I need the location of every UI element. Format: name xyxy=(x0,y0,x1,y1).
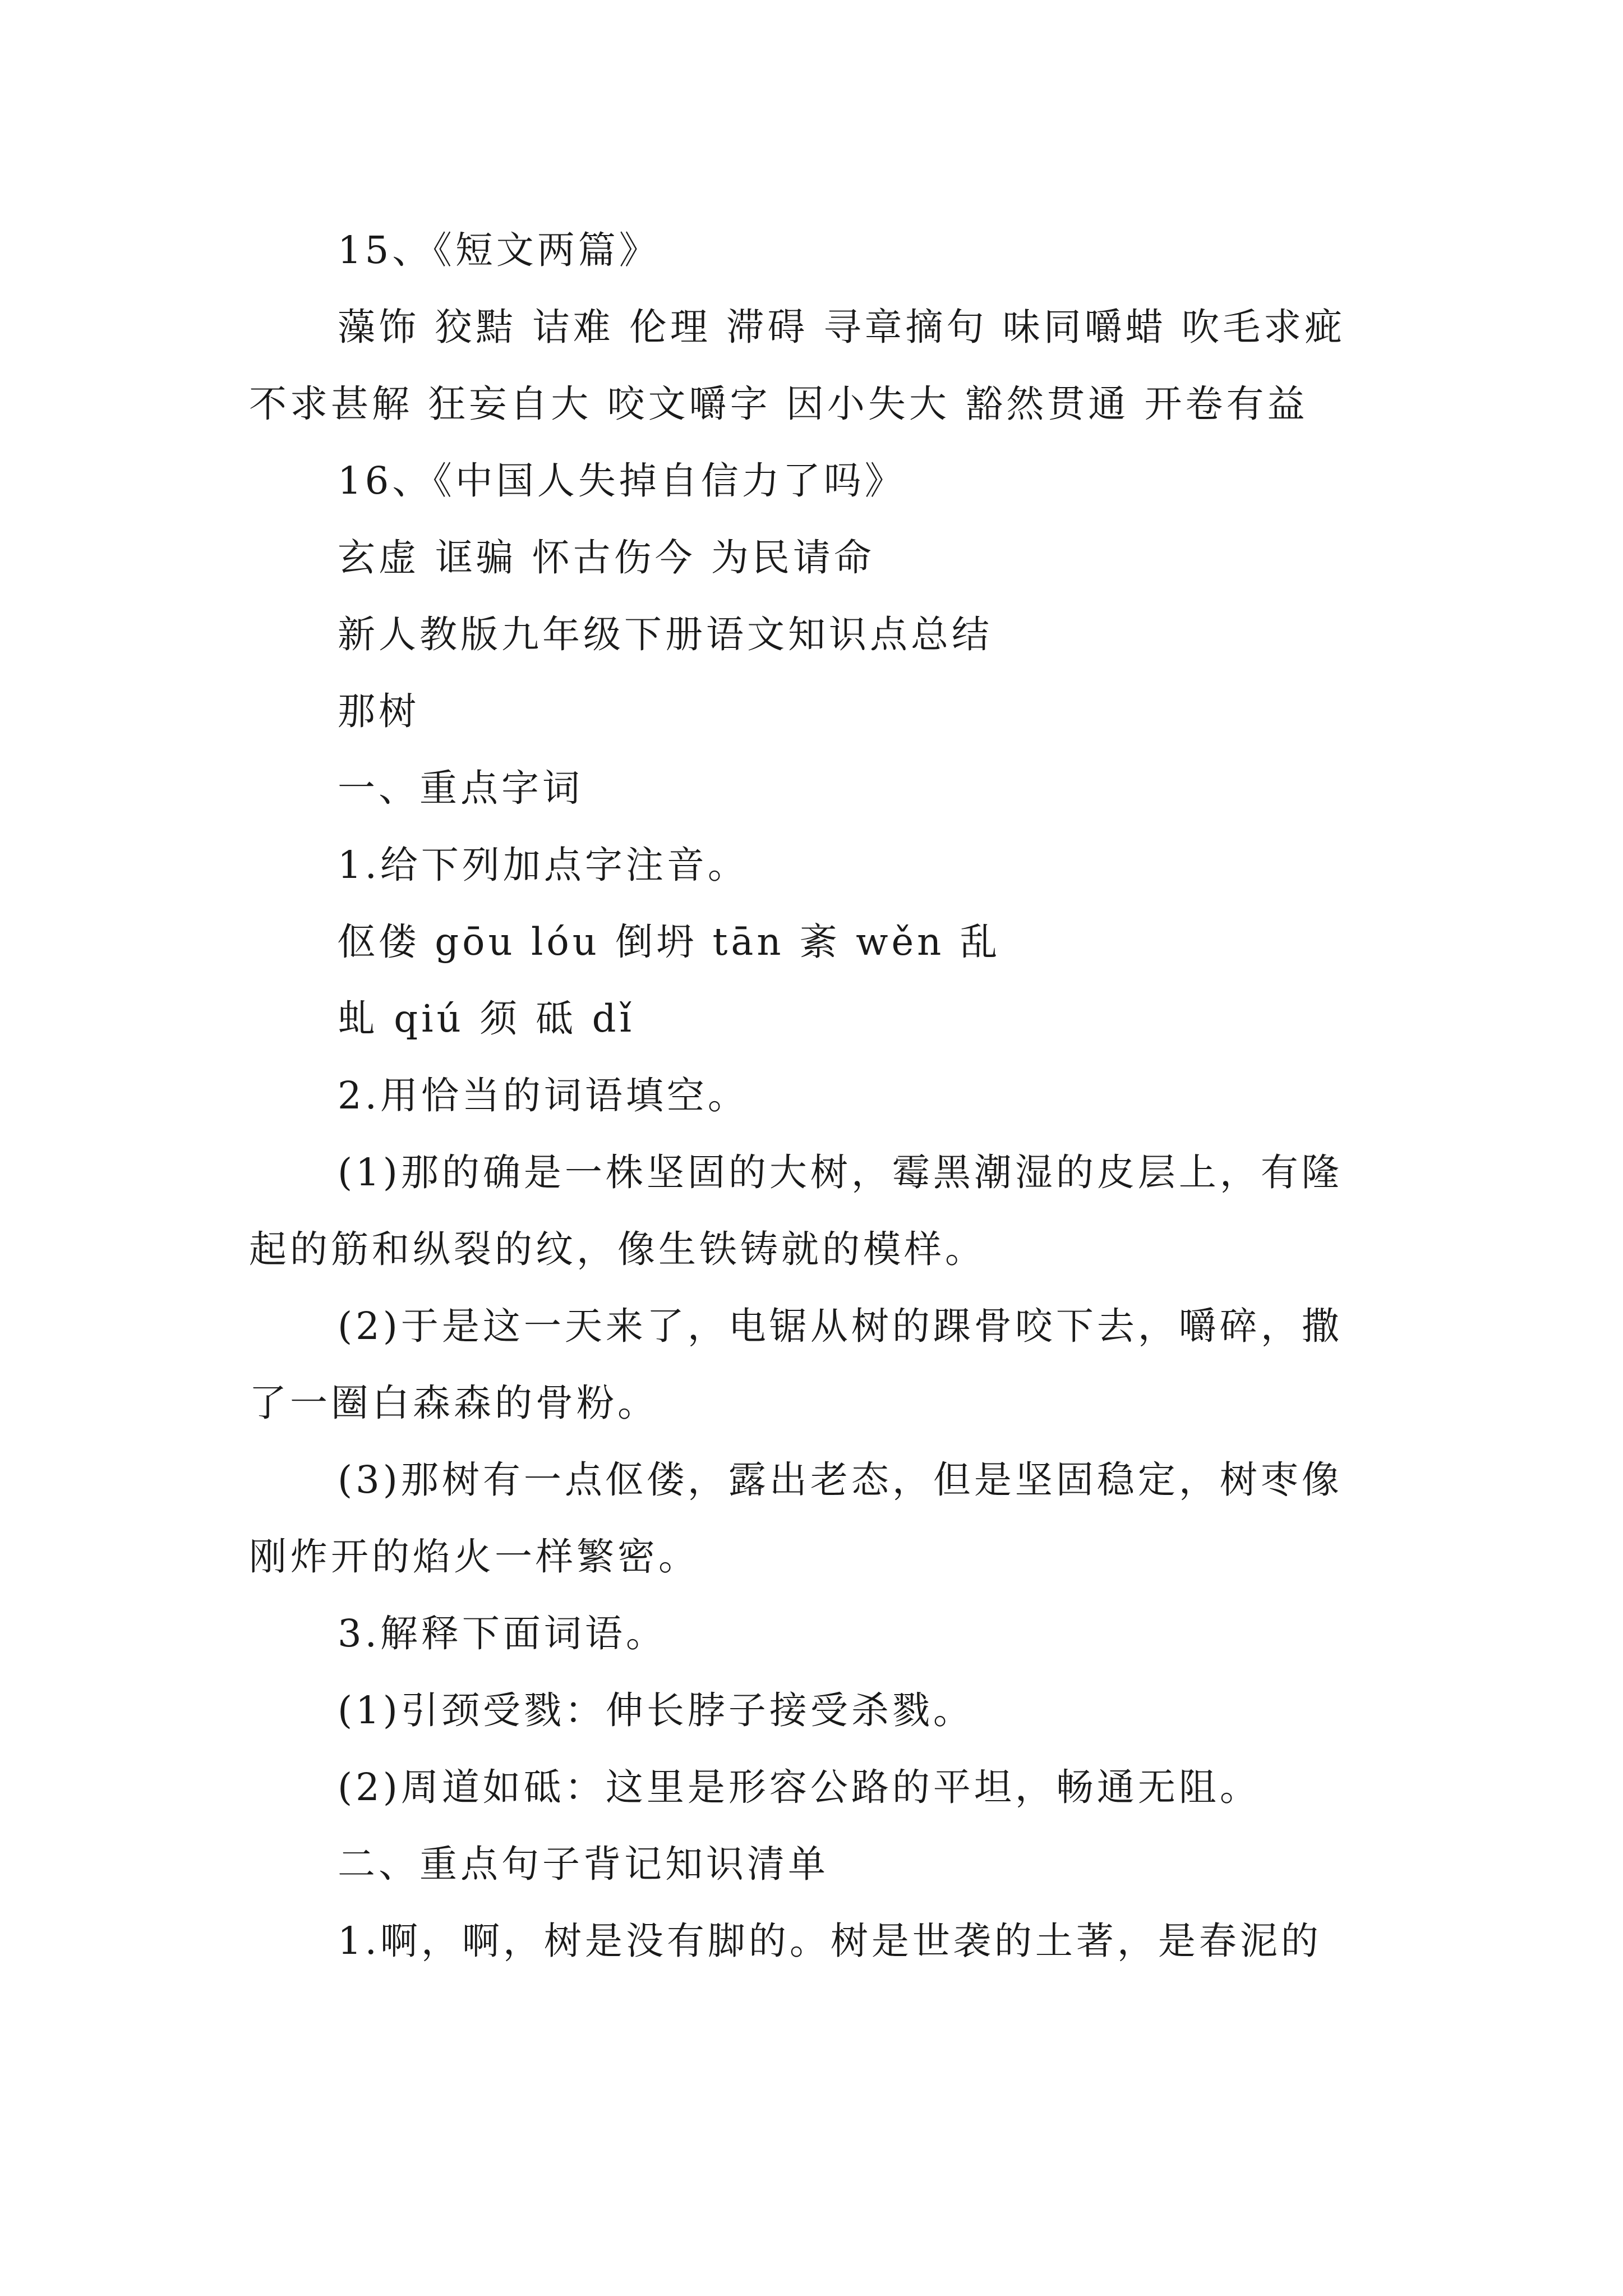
key-sentence-1: 1.啊，啊，树是没有脚的。树是世袭的土著，是春泥的 xyxy=(338,1919,1322,1963)
pinyin-line-1: 伛偻 gōu lóu 倒坍 tān 紊 wěn 乱 xyxy=(338,920,1001,964)
exercise-2-item-1: (1)那的确是一株坚固的大树，霉黑潮湿的皮层上，有隆起的筋和纵裂的纹，像生铁铸就的模样。 xyxy=(249,1151,1343,1271)
exercise-1-heading: 1.给下列加点字注音。 xyxy=(338,843,749,887)
vocabulary-list-16: 玄虚 诓骗 怀古伤今 为民请命 xyxy=(338,536,875,579)
exercise-2-heading: 2.用恰当的词语填空。 xyxy=(338,1074,749,1117)
section-heading-16: 16、《中国人失掉自信力了吗》 xyxy=(338,459,906,503)
exercise-2-item-3: (3)那树有一点伛偻，露出老态，但是坚固稳定，树枣像刚炸开的焰火一样繁密。 xyxy=(249,1458,1343,1579)
lesson-title: 那树 xyxy=(338,689,419,733)
exercise-2-item-2: (2)于是这一天来了，电锯从树的踝骨咬下去，嚼碎，撒了一圈白森森的骨粉。 xyxy=(249,1304,1343,1425)
document-body xyxy=(249,212,1376,1980)
subsection-heading-key-words: 一、重点字词 xyxy=(338,766,583,810)
document-title: 新人教版九年级下册语文知识点总结 xyxy=(338,613,993,656)
exercise-3-item-2: (2)周道如砥：这里是形容公路的平坦，畅通无阻。 xyxy=(338,1765,1261,1809)
section-heading-15: 15、《短文两篇》 xyxy=(338,228,660,272)
vocabulary-list-15: 藻饰 狡黠 诘难 伦理 滞碍 寻章摘句 味同嚼蜡 吹毛求疵 不求甚解 狂妄自大 咬文嚼字 因小失大 豁然贯通 开卷有益 xyxy=(249,305,1346,426)
pinyin-line-2: 虬 qiú 须 砥 dǐ xyxy=(338,997,635,1041)
exercise-3-heading: 3.解释下面词语。 xyxy=(338,1612,667,1655)
exercise-3-item-1: (1)引颈受戮：伸长脖子接受杀戮。 xyxy=(338,1688,974,1732)
subsection-heading-key-sentences: 二、重点句子背记知识清单 xyxy=(338,1842,829,1886)
